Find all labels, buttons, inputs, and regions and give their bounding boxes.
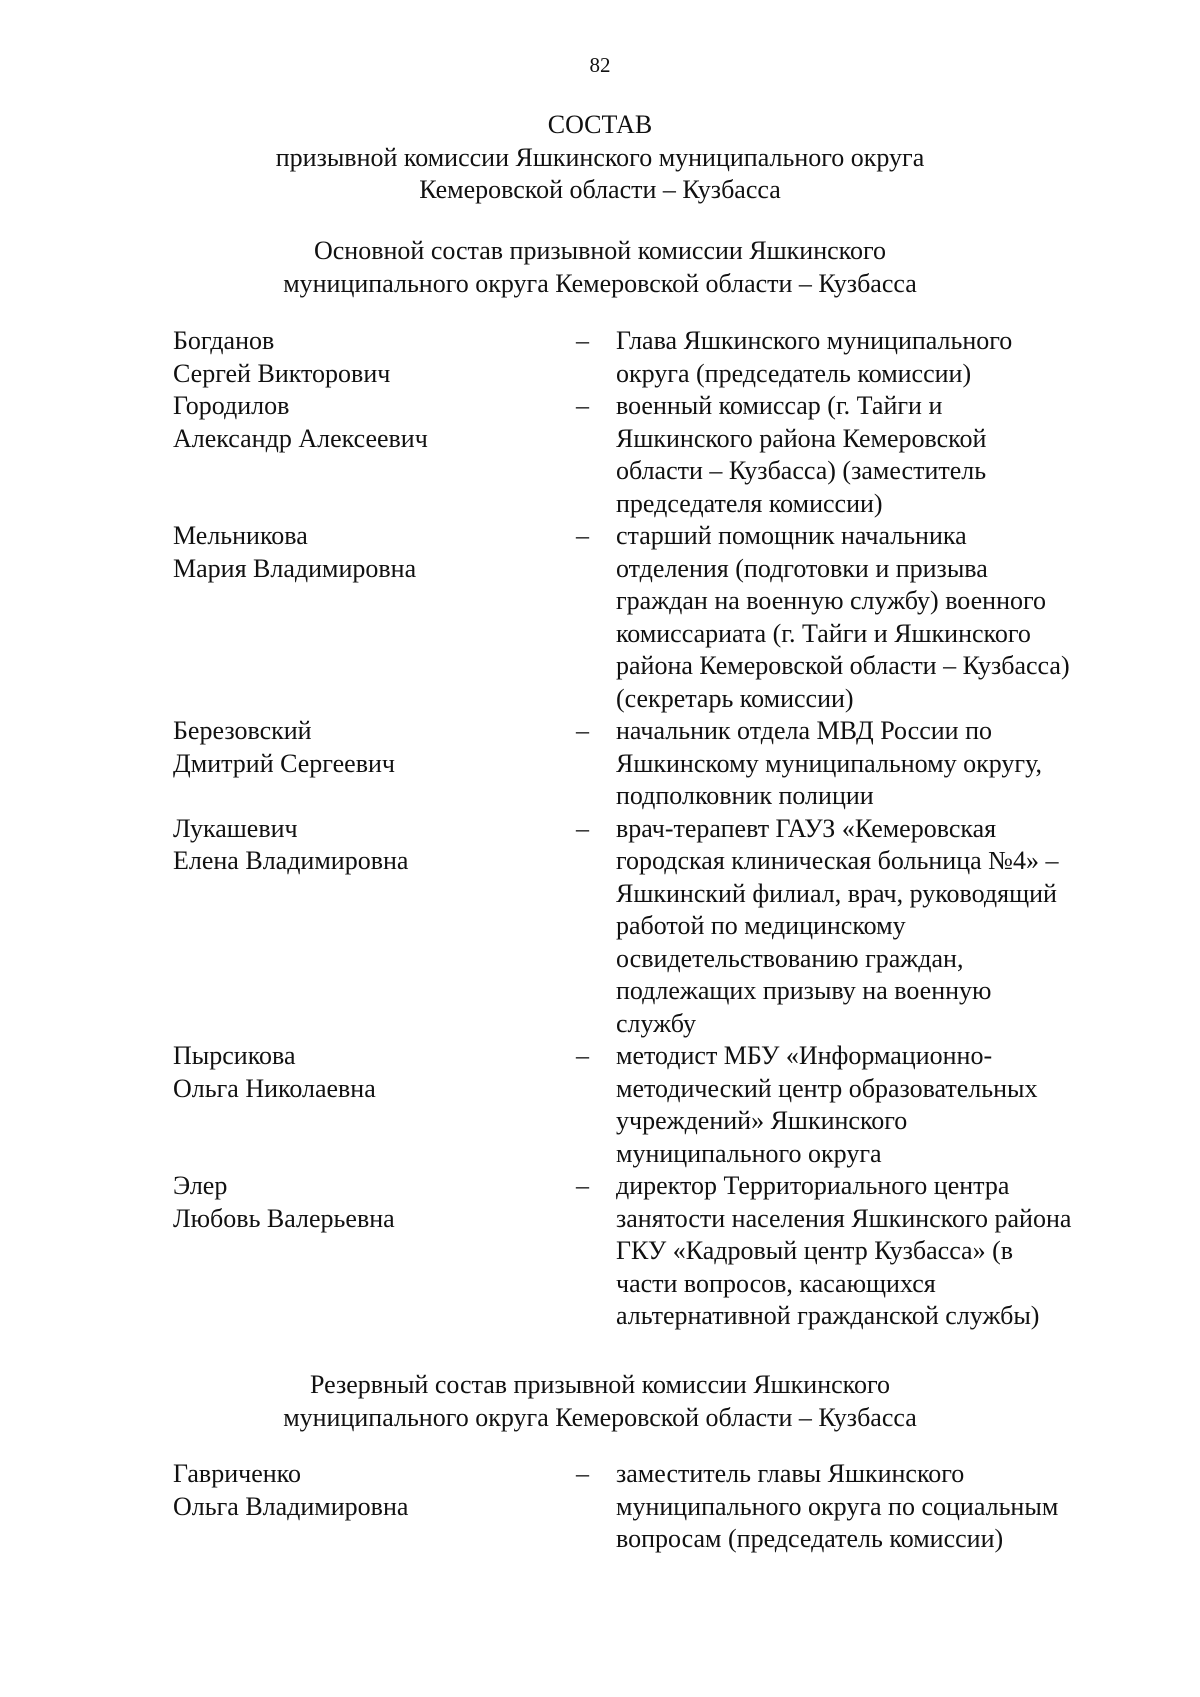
position-line: методический центр образовательных (616, 1073, 1038, 1103)
member-surname: Лукашевич (173, 813, 298, 843)
member-row (0, 1170, 1200, 1333)
position-line: старший помощник начальника (616, 521, 967, 550)
member-position (616, 1040, 1176, 1170)
member-name (173, 520, 553, 585)
position-line: директор Территориального центра (616, 1171, 1010, 1200)
title-line: Кемеровской области – Кузбасса (419, 175, 781, 204)
reserve-section-heading (0, 1369, 1200, 1434)
dash-separator: – (576, 391, 589, 420)
member-given-names: Любовь Валерьевна (173, 1203, 395, 1233)
dash-separator: – (576, 1459, 589, 1488)
dash-separator: – (576, 326, 589, 355)
title-line: СОСТАВ (547, 110, 653, 139)
position-line: освидетельствованию граждан, (616, 943, 964, 973)
member-name (173, 1040, 553, 1105)
member-surname: Элер (173, 1171, 228, 1200)
member-surname: Березовский (173, 716, 312, 745)
member-row (0, 1458, 1200, 1556)
dash-separator: – (576, 1041, 589, 1070)
member-name (173, 390, 553, 455)
position-line: района Кемеровской области – Кузбасса) (616, 651, 1070, 680)
main-section-heading (0, 235, 1200, 300)
member-row (0, 813, 1200, 1041)
member-given-names: Мария Владимировна (173, 553, 417, 583)
position-line: области – Кузбасса) (заместитель (616, 456, 987, 485)
position-line: заместитель главы Яшкинского (616, 1459, 965, 1488)
member-surname: Мельникова (173, 521, 308, 550)
position-line: врач-терапевт ГАУЗ «Кемеровская (616, 813, 997, 843)
position-line: муниципального округа (616, 1138, 882, 1168)
member-position (616, 520, 1176, 715)
member-name (173, 715, 553, 780)
member-position (616, 1458, 1176, 1556)
member-position (616, 390, 1176, 520)
member-surname: Богданов (173, 326, 275, 355)
position-line: Яшкинскому муниципальному округу, (616, 748, 1042, 778)
member-surname: Пырсикова (173, 1041, 296, 1070)
main-roster (0, 325, 1200, 1333)
position-line: ГКУ «Кадровый центр Кузбасса» (в (616, 1236, 1014, 1265)
position-line: Глава Яшкинского муниципального (616, 326, 1013, 355)
member-position (616, 813, 1176, 1041)
position-line: муниципального округа по социальным (616, 1491, 1059, 1521)
dash-separator: – (576, 521, 589, 550)
member-row (0, 390, 1200, 520)
member-given-names: Ольга Владимировна (173, 1491, 409, 1521)
position-line: комиссариата (г. Тайги и Яшкинского (616, 618, 1031, 648)
member-position (616, 1170, 1176, 1333)
title-line: призывной комиссии Яшкинского муниципального округа (275, 142, 925, 172)
dash-separator: – (576, 813, 589, 843)
position-line: альтернативной гражданской службы) (616, 1301, 1040, 1330)
member-given-names: Елена Владимировна (173, 846, 409, 875)
member-given-names: Дмитрий Сергеевич (173, 748, 395, 778)
member-row (0, 715, 1200, 813)
section-heading-line: муниципального округа Кемеровской области – Кузбасса (283, 268, 917, 298)
position-line: отделения (подготовки и призыва (616, 553, 988, 583)
member-name (173, 1170, 553, 1235)
position-line: подлежащих призыву на военную (616, 976, 992, 1005)
member-position (616, 325, 1176, 390)
dash-separator: – (576, 1171, 589, 1200)
position-line: службу (616, 1008, 697, 1038)
position-line: городская клиническая больница №4» – (616, 846, 1059, 875)
member-name (173, 813, 553, 878)
position-line: председателя комиссии) (616, 488, 883, 518)
section-heading-line: муниципального округа Кемеровской области – Кузбасса (283, 1402, 917, 1432)
position-line: военный комиссар (г. Тайги и (616, 391, 943, 420)
member-given-names: Ольга Николаевна (173, 1073, 376, 1103)
member-position (616, 715, 1176, 813)
member-name (173, 325, 553, 390)
position-line: (секретарь комиссии) (616, 683, 854, 713)
member-surname: Городилов (173, 391, 290, 420)
reserve-roster (0, 1458, 1200, 1556)
section-heading-line: Основной состав призывной комиссии Яшкинского (313, 236, 886, 265)
member-row (0, 520, 1200, 715)
position-line: Яшкинского района Кемеровской (616, 423, 987, 453)
member-given-names: Александр Алексеевич (173, 423, 428, 453)
position-line: граждан на военную службу) военного (616, 586, 1047, 615)
page-number: 82 (589, 53, 611, 77)
document-title (0, 109, 1200, 207)
position-line: методист МБУ «Информационно- (616, 1041, 993, 1070)
dash-separator: – (576, 716, 589, 745)
position-line: учреждений» Яшкинского (616, 1106, 908, 1135)
member-name (173, 1458, 553, 1523)
position-line: округа (председатель комиссии) (616, 358, 972, 388)
member-surname: Гавриченко (173, 1459, 301, 1488)
position-line: начальник отдела МВД России по (616, 716, 992, 745)
position-line: вопросам (председатель комиссии) (616, 1524, 1004, 1553)
position-line: Яшкинский филиал, врач, руководящий (616, 878, 1057, 908)
position-line: занятости населения Яшкинского района (616, 1203, 1072, 1233)
member-row (0, 1040, 1200, 1170)
member-row (0, 325, 1200, 390)
section-heading-line: Резервный состав призывной комиссии Яшкинского (309, 1370, 891, 1399)
position-line: части вопросов, касающихся (616, 1268, 936, 1298)
position-line: подполковник полиции (616, 781, 874, 810)
position-line: работой по медицинскому (616, 911, 906, 940)
member-given-names: Сергей Викторович (173, 358, 391, 388)
